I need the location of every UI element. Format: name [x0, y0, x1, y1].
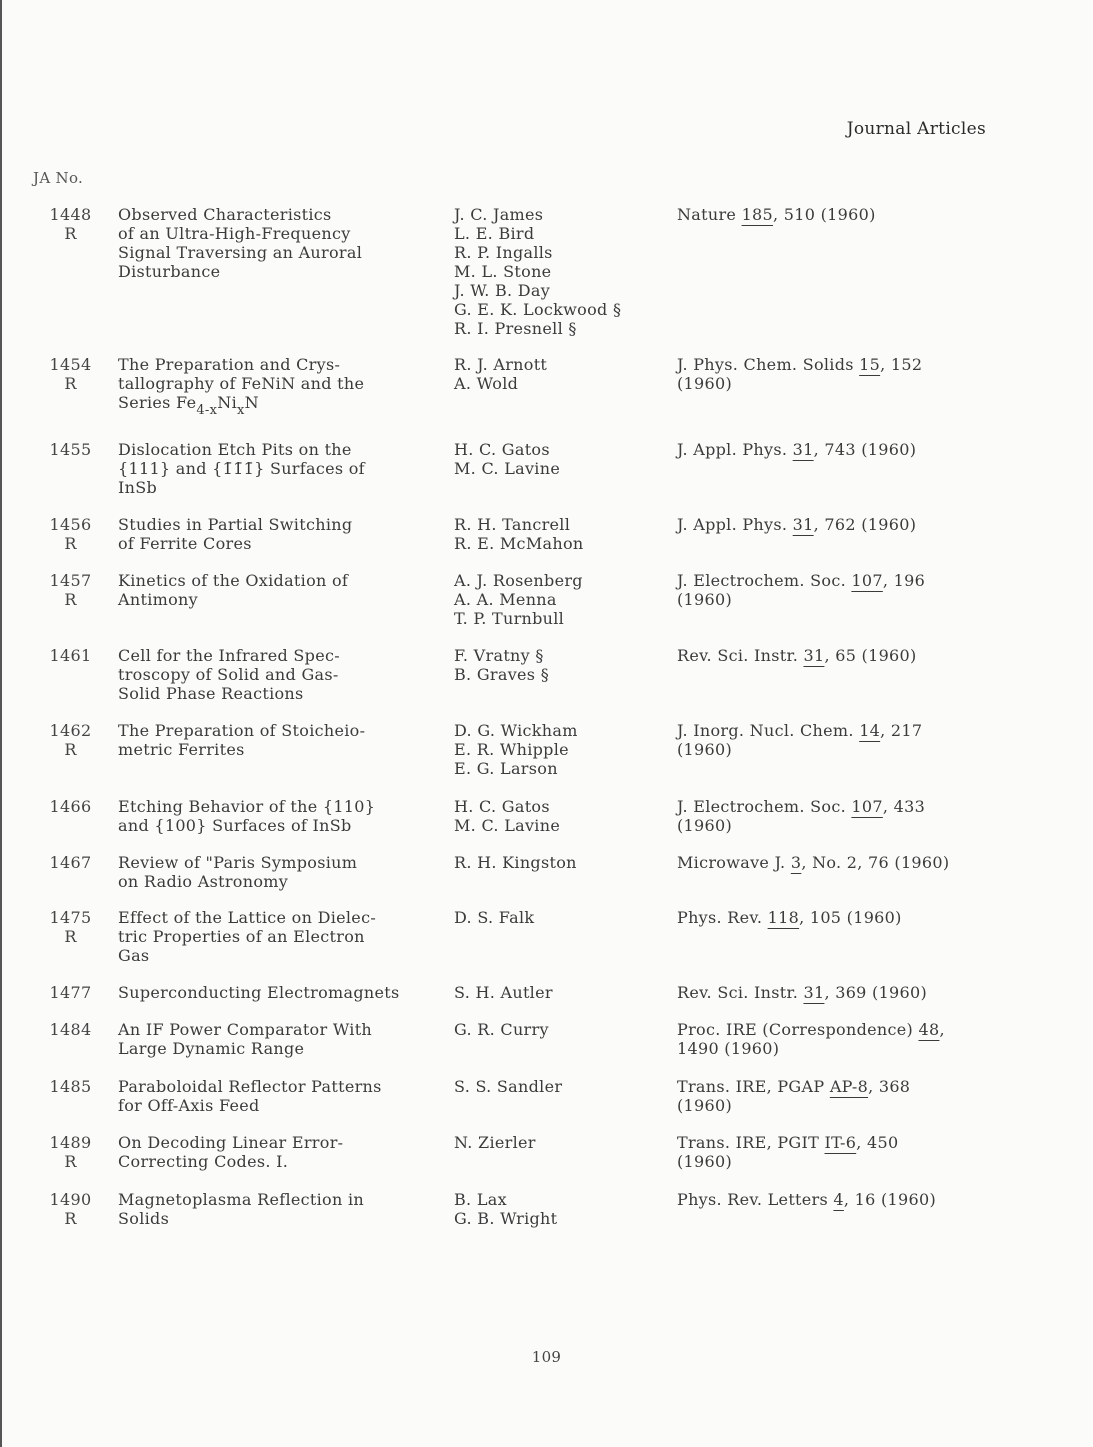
- article-authors: [454, 646, 669, 684]
- title-line: on Radio Astronomy: [118, 872, 289, 891]
- reference-line: (1960): [677, 1152, 733, 1171]
- reprint-marker: R: [64, 374, 77, 393]
- author-name: M. L. Stone: [454, 262, 552, 281]
- journal-reference: [677, 983, 987, 1002]
- author-name: S. S. Sandler: [454, 1077, 563, 1096]
- title-line: Superconducting Electromagnets: [118, 983, 400, 1002]
- title-line: Kinetics of the Oxidation of: [118, 571, 349, 590]
- reference-text: Rev. Sci. Instr.: [677, 983, 804, 1002]
- title-line: Antimony: [118, 590, 198, 609]
- author-name: B. Lax: [454, 1190, 507, 1209]
- reference-text: J. Appl. Phys.: [677, 515, 793, 534]
- reference-text: , 65 (1960): [824, 646, 917, 665]
- author-name: A. Wold: [454, 374, 519, 393]
- author-name: E. R. Whipple: [454, 740, 569, 759]
- journal-reference: [677, 1190, 987, 1209]
- volume-number: 14: [859, 721, 881, 740]
- ja-number: [48, 721, 93, 759]
- ja-number: [48, 797, 93, 816]
- formula-subscript: x: [236, 403, 245, 418]
- article-authors: [454, 571, 669, 628]
- reference-line: (1960): [677, 590, 733, 609]
- reference-text: J. Phys. Chem. Solids: [677, 355, 860, 374]
- author-name: G. R. Curry: [454, 1020, 549, 1039]
- ja-number-value: 1457: [49, 571, 92, 590]
- title-line: metric Ferrites: [118, 740, 245, 759]
- article-title: [118, 908, 438, 965]
- journal-reference: [677, 515, 987, 534]
- volume-number: 31: [792, 515, 814, 534]
- reference-text: , No. 2, 76 (1960): [801, 853, 950, 872]
- title-line: Observed Characteristics: [118, 205, 332, 224]
- reference-text: , 450: [856, 1133, 899, 1152]
- ja-number-value: 1448: [49, 205, 92, 224]
- volume-number: 31: [792, 440, 814, 459]
- reference-text: , 16 (1960): [843, 1190, 936, 1209]
- reference-text: Rev. Sci. Instr.: [677, 646, 804, 665]
- author-name: A. A. Menna: [454, 590, 557, 609]
- title-line: Cell for the Infrared Spec-: [118, 646, 340, 665]
- author-name: H. C. Gatos: [454, 440, 550, 459]
- reference-text: J. Electrochem. Soc.: [677, 797, 852, 816]
- journal-reference: [677, 908, 987, 927]
- journal-reference: [677, 355, 987, 393]
- ja-number: [48, 205, 93, 243]
- reference-line: [677, 646, 987, 665]
- volume-number: 3: [790, 853, 802, 872]
- reprint-marker: R: [64, 224, 77, 243]
- volume-number: IT-6: [824, 1133, 857, 1152]
- volume-number: AP-8: [829, 1077, 869, 1096]
- ja-number-value: 1466: [49, 797, 92, 816]
- journal-reference: [677, 1133, 987, 1171]
- article-title: [118, 853, 438, 891]
- reference-text: Proc. IRE (Correspondence): [677, 1020, 919, 1039]
- author-name: R. E. McMahon: [454, 534, 584, 553]
- reference-line: [677, 908, 987, 927]
- reference-text: , 510 (1960): [773, 205, 876, 224]
- title-line: Magnetoplasma Reflection in: [118, 1190, 364, 1209]
- title-line: and {100} Surfaces of InSb: [118, 816, 352, 835]
- reprint-marker: R: [64, 740, 77, 759]
- title-line: Solids: [118, 1209, 170, 1228]
- author-name: M. C. Lavine: [454, 459, 561, 478]
- author-name: M. C. Lavine: [454, 816, 561, 835]
- volume-number: 107: [851, 571, 883, 590]
- article-title: [118, 440, 438, 497]
- reference-line: 1490 (1960): [677, 1039, 780, 1058]
- article-authors: [454, 721, 669, 778]
- author-name: N. Zierler: [454, 1133, 536, 1152]
- article-authors: [454, 1190, 669, 1228]
- article-title: [118, 721, 438, 759]
- reference-text: , 369 (1960): [824, 983, 928, 1002]
- ja-number-value: 1454: [49, 355, 92, 374]
- author-name: R. P. Ingalls: [454, 243, 553, 262]
- journal-reference: [677, 571, 987, 609]
- journal-reference: [677, 1020, 987, 1058]
- article-title: [118, 983, 438, 1002]
- volume-number: 118: [767, 908, 800, 927]
- page-number: 109: [531, 1348, 562, 1366]
- article-title: [118, 646, 438, 703]
- title-line: The Preparation of Stoicheio-: [118, 721, 366, 740]
- reprint-marker: R: [64, 534, 77, 553]
- ja-number-value: 1475: [49, 908, 92, 927]
- ja-number-label: JA No.: [33, 169, 84, 187]
- ja-number-value: 1485: [49, 1077, 92, 1096]
- author-name: D. G. Wickham: [454, 721, 578, 740]
- title-line: Review of "Paris Symposium: [118, 853, 358, 872]
- article-authors: [454, 515, 669, 553]
- title-line: Effect of the Lattice on Dielec-: [118, 908, 377, 927]
- reference-line: [677, 571, 987, 590]
- ja-number: [48, 646, 93, 665]
- reference-line: [677, 1077, 987, 1096]
- author-name: R. H. Tancrell: [454, 515, 571, 534]
- reference-text: , 152: [880, 355, 923, 374]
- reference-text: , 743 (1960): [813, 440, 917, 459]
- article-authors: [454, 1077, 669, 1096]
- reference-text: J. Inorg. Nucl. Chem.: [677, 721, 860, 740]
- title-line: of an Ultra-High-Frequency: [118, 224, 351, 243]
- reference-text: , 217: [880, 721, 923, 740]
- journal-reference: [677, 797, 987, 835]
- article-authors: [454, 1133, 669, 1152]
- title-line: Dislocation Etch Pits on the: [118, 440, 352, 459]
- author-name: B. Graves §: [454, 665, 550, 684]
- ja-number: [48, 983, 93, 1002]
- reference-text: J. Appl. Phys.: [677, 440, 793, 459]
- article-authors: [454, 853, 669, 872]
- ja-number-value: 1467: [49, 853, 92, 872]
- article-title: [118, 355, 438, 420]
- author-name: S. H. Autler: [454, 983, 553, 1002]
- page-edge-line: [0, 0, 2, 1447]
- title-line: troscopy of Solid and Gas-: [118, 665, 339, 684]
- article-title: [118, 1077, 438, 1115]
- ja-number: [48, 908, 93, 946]
- title-line: Solid Phase Reactions: [118, 684, 304, 703]
- title-line: Etching Behavior of the {110}: [118, 797, 376, 816]
- ja-number-value: 1462: [49, 721, 92, 740]
- article-title: [118, 571, 438, 609]
- title-line-formula: [118, 393, 438, 420]
- title-line: {111} and {1̄1̄1̄} Surfaces of: [118, 459, 365, 478]
- title-line: Large Dynamic Range: [118, 1039, 305, 1058]
- article-title: [118, 1190, 438, 1228]
- reprint-marker: R: [64, 927, 77, 946]
- article-authors: [454, 205, 669, 338]
- reference-line: (1960): [677, 740, 733, 759]
- reference-text: Phys. Rev. Letters: [677, 1190, 834, 1209]
- title-line: Studies in Partial Switching: [118, 515, 353, 534]
- formula-text: N: [244, 393, 259, 412]
- reference-text: , 105 (1960): [799, 908, 902, 927]
- ja-number-value: 1490: [49, 1190, 92, 1209]
- article-authors: [454, 440, 669, 478]
- volume-number: 31: [803, 646, 825, 665]
- volume-number: 107: [851, 797, 883, 816]
- section-title: Journal Articles: [846, 119, 986, 139]
- formula-text: Series Fe: [118, 393, 197, 412]
- formula-text: Ni: [217, 393, 237, 412]
- article-authors: [454, 983, 669, 1002]
- article-title: [118, 1133, 438, 1171]
- reference-line: [677, 205, 987, 224]
- reference-line: [677, 515, 987, 534]
- journal-reference: [677, 1077, 987, 1115]
- author-name: D. S. Falk: [454, 908, 535, 927]
- author-name: R. I. Presnell §: [454, 319, 577, 338]
- title-line: tric Properties of an Electron: [118, 927, 365, 946]
- reference-line: (1960): [677, 1096, 733, 1115]
- title-line: Disturbance: [118, 262, 221, 281]
- ja-number-value: 1455: [49, 440, 92, 459]
- reference-text: Phys. Rev.: [677, 908, 768, 927]
- reference-text: Nature: [677, 205, 742, 224]
- journal-reference: [677, 853, 987, 872]
- article-authors: [454, 1020, 669, 1039]
- author-name: J. W. B. Day: [454, 281, 551, 300]
- reference-text: Trans. IRE, PGIT: [677, 1133, 825, 1152]
- ja-number: [48, 355, 93, 393]
- reference-line: [677, 797, 987, 816]
- formula-subscript: 4-x: [196, 403, 218, 418]
- author-name: F. Vratny §: [454, 646, 544, 665]
- journal-reference: [677, 205, 987, 224]
- journal-reference: [677, 721, 987, 759]
- reference-text: , 196: [882, 571, 926, 590]
- ja-number: [48, 1133, 93, 1171]
- reference-text: J. Electrochem. Soc.: [677, 571, 852, 590]
- ja-number: [48, 515, 93, 553]
- ja-number-value: 1477: [49, 983, 92, 1002]
- reference-line: [677, 983, 987, 1002]
- ja-number-value: 1484: [49, 1020, 92, 1039]
- reference-text: , 433: [882, 797, 926, 816]
- title-line: InSb: [118, 478, 158, 497]
- title-line: Signal Traversing an Auroral: [118, 243, 363, 262]
- reprint-marker: R: [64, 1209, 77, 1228]
- volume-number: 31: [803, 983, 825, 1002]
- reference-line: [677, 721, 987, 740]
- title-line: of Ferrite Cores: [118, 534, 252, 553]
- reference-line: [677, 1020, 987, 1039]
- volume-number: 15: [859, 355, 881, 374]
- title-line: tallography of FeNiN and the: [118, 374, 365, 393]
- ja-number-value: 1461: [49, 646, 92, 665]
- title-line: The Preparation and Crys-: [118, 355, 341, 374]
- title-line: Paraboloidal Reflector Patterns: [118, 1077, 382, 1096]
- reference-line: [677, 440, 987, 459]
- reference-line: [677, 1190, 987, 1209]
- ja-number: [48, 853, 93, 872]
- author-name: R. H. Kingston: [454, 853, 577, 872]
- reference-line: [677, 853, 987, 872]
- author-name: H. C. Gatos: [454, 797, 550, 816]
- volume-number: 185: [741, 205, 774, 224]
- article-title: [118, 797, 438, 835]
- reference-text: Microwave J.: [677, 853, 791, 872]
- ja-number-value: 1456: [49, 515, 92, 534]
- ja-number-value: 1489: [49, 1133, 92, 1152]
- ja-number: [48, 1020, 93, 1039]
- reference-text: , 368: [868, 1077, 911, 1096]
- article-authors: [454, 908, 669, 927]
- ja-number: [48, 1077, 93, 1096]
- ja-number: [48, 571, 93, 609]
- volume-number: 48: [918, 1020, 940, 1039]
- ja-number: [48, 1190, 93, 1228]
- journal-reference: [677, 646, 987, 665]
- ja-number: [48, 440, 93, 459]
- author-name: J. C. James: [454, 205, 544, 224]
- author-name: T. P. Turnbull: [454, 609, 565, 628]
- title-line: An IF Power Comparator With: [118, 1020, 373, 1039]
- article-authors: [454, 355, 669, 393]
- title-line: On Decoding Linear Error-: [118, 1133, 344, 1152]
- reprint-marker: R: [64, 590, 77, 609]
- title-line: Correcting Codes. I.: [118, 1152, 289, 1171]
- reference-text: ,: [939, 1020, 945, 1039]
- reference-line: (1960): [677, 374, 733, 393]
- reference-text: , 762 (1960): [813, 515, 917, 534]
- reference-line: (1960): [677, 816, 733, 835]
- article-title: [118, 205, 438, 281]
- author-name: A. J. Rosenberg: [454, 571, 583, 590]
- article-title: [118, 1020, 438, 1058]
- author-name: E. G. Larson: [454, 759, 558, 778]
- reference-line: [677, 1133, 987, 1152]
- author-name: G. E. K. Lockwood §: [454, 300, 622, 319]
- reference-text: Trans. IRE, PGAP: [677, 1077, 830, 1096]
- title-line: Gas: [118, 946, 150, 965]
- article-title: [118, 515, 438, 553]
- author-name: G. B. Wright: [454, 1209, 558, 1228]
- reference-line: [677, 355, 987, 374]
- article-authors: [454, 797, 669, 835]
- author-name: R. J. Arnott: [454, 355, 548, 374]
- title-line: for Off-Axis Feed: [118, 1096, 260, 1115]
- author-name: L. E. Bird: [454, 224, 535, 243]
- journal-reference: [677, 440, 987, 459]
- volume-number: 4: [833, 1190, 844, 1209]
- reprint-marker: R: [64, 1152, 77, 1171]
